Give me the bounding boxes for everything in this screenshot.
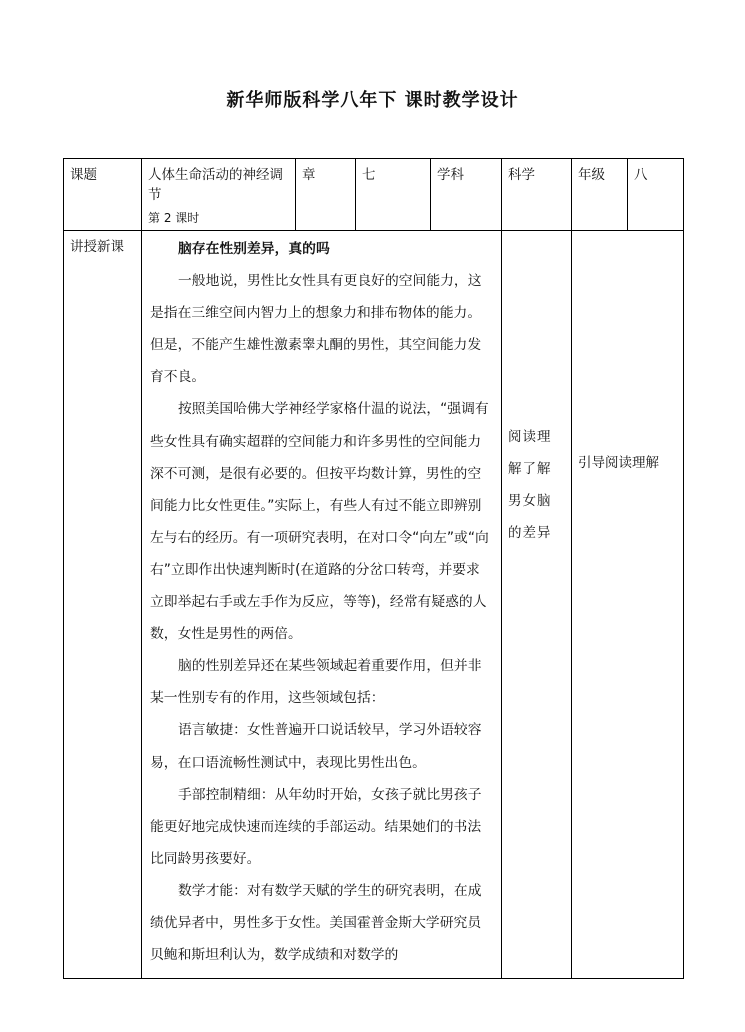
header-row <box>64 159 684 231</box>
topic-label: 课题 <box>64 159 142 231</box>
subject-value: 科学 <box>502 159 572 231</box>
subject-label: 学科 <box>431 159 502 231</box>
paragraph: 数学才能：对有数学天赋的学生的研究表明，在成绩优异者中，男性多于女性。美国霍普金斯大学研究员贝鲍和斯坦利认为，数学成绩和对数学的 <box>150 882 482 964</box>
paragraph: 按照美国哈佛大学神经学家格什温的说法，“强调有些女性具有确实超群的空间能力和许多男性的空间能力深不可测，是很有必要的。但按平均数计算，男性的空间能力比女性更佳。”实际上，有些人有过不能立即辨别左与右的经历。有一项研究表明，在对口令“向左”或“向右”立即作出快速判断时(在道路的分岔口转弯，并要求立即举起右手或左手作为反应，等等)，经常有疑惑的人数，女性是男性的两倍。 <box>150 401 489 643</box>
topic-cell <box>142 159 296 231</box>
design-intent: 引导阅读理解 <box>572 231 684 979</box>
topic-sub: 第 2 课时 <box>148 211 200 225</box>
topic-value: 人体生命活动的神经调节 <box>148 167 283 203</box>
paragraph: 脑的性别差异还在某些领域起着重要作用，但并非某一性别专有的作用，这些领域包括： <box>150 658 482 707</box>
grade-label: 年级 <box>572 159 628 231</box>
student-activity: 阅读理解了解男女脑的差异 <box>502 231 572 979</box>
paragraph: 一般地说，男性比女性具有更良好的空间能力，这是指在三维空间内智力上的想象力和排布物体的能力。但是，不能产生雄性激素睾丸酮的男性，其空间能力发育不良。 <box>150 273 482 386</box>
grade-value: 八 <box>628 159 684 231</box>
stage-label: 讲授新课 <box>64 231 142 979</box>
paragraph: 手部控制精细：从年幼时开始，女孩子就比男孩子能更好地完成快速而连续的手部运动。结果她们的书法比同龄男孩要好。 <box>150 786 482 867</box>
teaching-content <box>142 231 502 979</box>
chapter-value: 七 <box>356 159 431 231</box>
section-heading: 脑存在性别差异，真的吗 <box>178 241 330 257</box>
lesson-plan-table <box>63 158 684 979</box>
document-title: 新华师版科学八年下 课时教学设计 <box>226 90 519 111</box>
paragraph: 语言敏捷：女性普遍开口说话较早，学习外语较容易，在口语流畅性测试中，表现比男性出色。 <box>150 722 482 771</box>
chapter-label: 章 <box>296 159 356 231</box>
content-row <box>64 231 684 979</box>
